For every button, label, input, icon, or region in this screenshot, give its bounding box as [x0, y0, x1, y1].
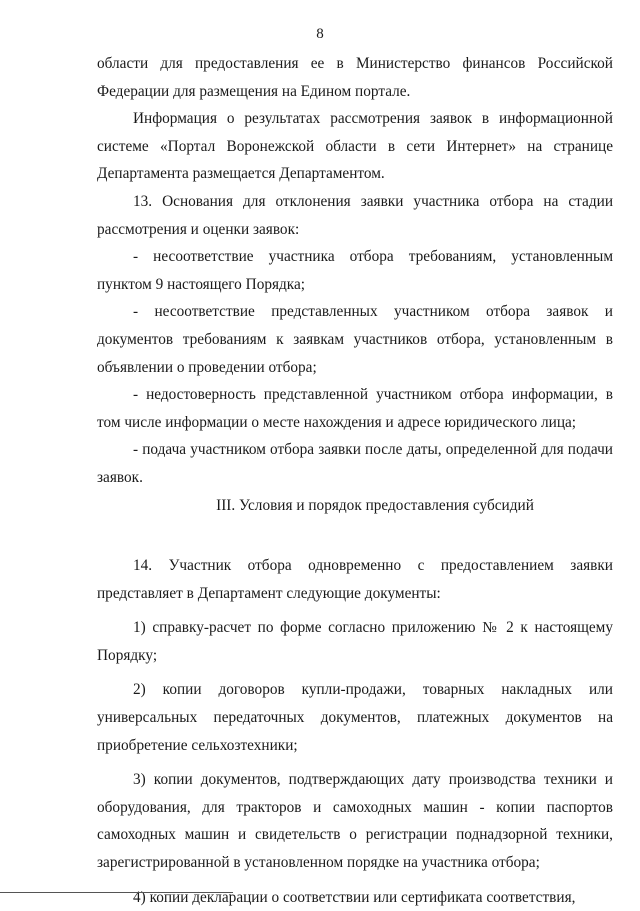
list-item-reason-2: - несоответствие представленных участником отбора заявок и документов требованиям к заявкам участников отбора, установленным в объявлении о проведении отбора; — [97, 303, 613, 376]
list-item-reason-1: - несоответствие участника отбора требованиям, установленным пунктом 9 настоящего Порядка; — [97, 248, 613, 293]
list-item-document-3: 3) копии документов, подтверждающих дату производства техники и оборудования, для тракторов и самоходных машин - копии паспортов самоходных машин и свидетельств о регистрации поднадзорной техники, зарегистрированной в установленном порядке на участника отбора; — [97, 771, 613, 872]
paragraph-clause-13: 13. Основания для отклонения заявки участника отбора на стадии рассмотрения и оценки заявок: — [97, 192, 613, 238]
list-item-document-1: 1) справку-расчет по форме согласно приложению № 2 к настоящему Порядку; — [97, 619, 613, 664]
list-item-reason-4: - подача участником отбора заявки после даты, определенной для подачи заявок. — [97, 441, 613, 486]
section-heading: III. Условия и порядок предоставления субсидий — [216, 496, 534, 514]
list-item-document-2: 2) копии договоров купли-продажи, товарных накладных или универсальных передаточных документов, платежных документов на приобретение сельхозтехники; — [97, 681, 613, 754]
paragraph-clause-14: 14. Участник отбора одновременно с предоставлением заявки представляет в Департамент следующие документы: — [97, 557, 613, 602]
list-item-document-4: 4) копии декларации о соответствии или сертификата соответствия, — [133, 888, 576, 906]
footer-rule — [0, 892, 233, 893]
paragraph-continuation: области для предоставления ее в Министерство финансов Российской Федерации для размещения на Едином портале. — [97, 55, 613, 100]
list-item-reason-3: - недостоверность представленной участником отбора информации, в том числе информации о месте нахождения и адресе юридического лица; — [97, 386, 613, 431]
paragraph-info-results: Информация о результатах рассмотрения заявок в информационной системе «Портал Воронежской области в сети Интернет» на странице Департамента размещается Департаментом. — [97, 110, 613, 183]
page-number: 8 — [316, 26, 324, 42]
document-body — [97, 50, 613, 911]
